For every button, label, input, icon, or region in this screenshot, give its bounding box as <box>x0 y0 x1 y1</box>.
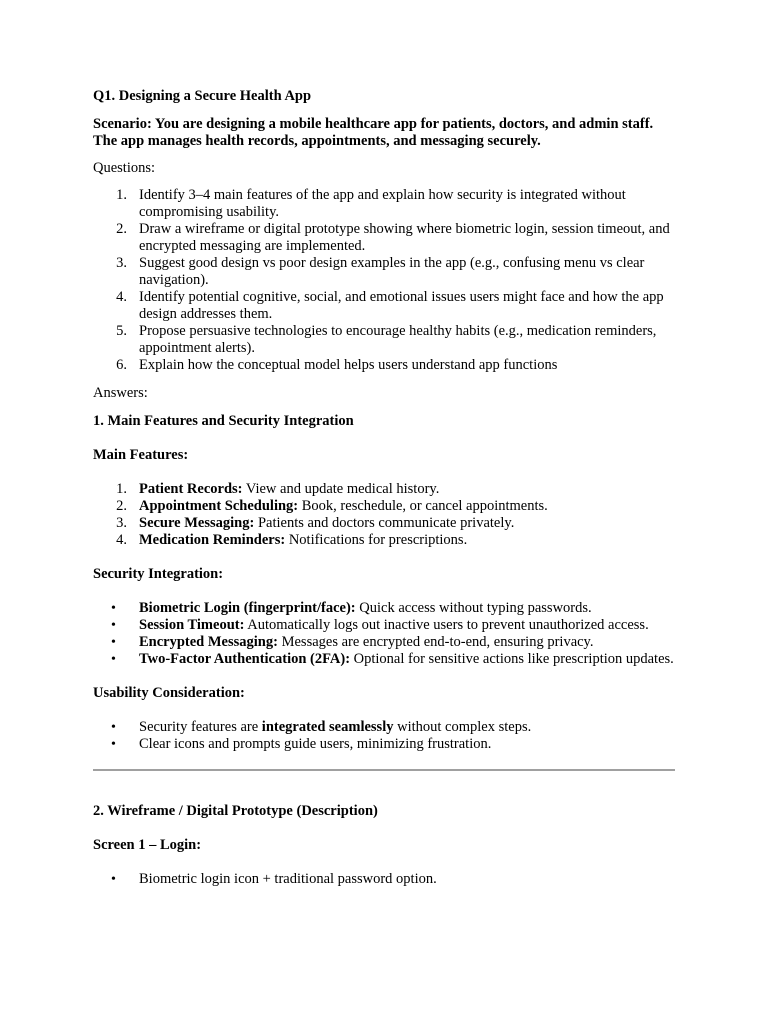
screen1-list <box>93 871 678 888</box>
feature-item: 2. Appointment Scheduling: Book, reschedule, or cancel appointments. <box>116 498 548 514</box>
security-list <box>93 600 678 668</box>
usability-list <box>93 719 678 753</box>
horizontal-divider <box>93 769 675 771</box>
security-item: • Encrypted Messaging: Messages are encrypted end-to-end, ensuring privacy. <box>111 634 594 650</box>
questions-list <box>93 187 678 374</box>
document-title: Q1. Designing a Secure Health App <box>93 88 312 104</box>
section1-heading: 1. Main Features and Security Integration <box>93 413 354 429</box>
security-item: • Session Timeout: Automatically logs out inactive users to prevent unauthorized access. <box>111 617 649 633</box>
security-item: • Biometric Login (fingerprint/face): Quick access without typing passwords. <box>111 600 592 616</box>
question-item: 5. Propose persuasive technologies to encourage healthy habits (e.g., medication reminders, appointment alerts). <box>116 323 657 356</box>
section2-heading: 2. Wireframe / Digital Prototype (Description) <box>93 803 378 819</box>
security-item: • Two-Factor Authentication (2FA): Optional for sensitive actions like prescription updates. <box>111 651 674 667</box>
security-integration-label: Security Integration: <box>93 566 224 582</box>
main-features-label: Main Features: <box>93 447 189 463</box>
question-item: 1. Identify 3–4 main features of the app and explain how security is integrated without compromising usability. <box>116 187 626 220</box>
screen1-item: • Biometric login icon + traditional password option. <box>111 871 437 887</box>
main-features-list <box>93 481 678 549</box>
screen1-label: Screen 1 – Login: <box>93 837 202 853</box>
usability-item: • Security features are integrated seamlessly without complex steps. <box>111 719 532 735</box>
usability-item: • Clear icons and prompts guide users, minimizing frustration. <box>111 736 492 752</box>
feature-item: 1. Patient Records: View and update medical history. <box>116 481 440 497</box>
usability-label: Usability Consideration: <box>93 685 245 701</box>
feature-item: 3. Secure Messaging: Patients and doctors communicate privately. <box>116 515 515 531</box>
question-item: 6. Explain how the conceptual model helps users understand app functions <box>116 357 558 373</box>
answers-label: Answers: <box>93 385 148 401</box>
question-item: 2. Draw a wireframe or digital prototype showing where biometric login, session timeout, and encrypted messaging are implemented. <box>116 221 670 254</box>
document-content <box>93 88 678 888</box>
question-item: 4. Identify potential cognitive, social, and emotional issues users might face and how the app design addresses them. <box>116 289 664 322</box>
scenario-paragraph: Scenario: You are designing a mobile healthcare app for patients, doctors, and admin staff. The app manages health records, appointments, and messaging securely. <box>93 116 654 149</box>
feature-item: 4. Medication Reminders: Notifications for prescriptions. <box>116 532 468 548</box>
questions-label: Questions: <box>93 160 156 176</box>
question-item: 3. Suggest good design vs poor design examples in the app (e.g., confusing menu vs clear navigation). <box>116 255 645 288</box>
